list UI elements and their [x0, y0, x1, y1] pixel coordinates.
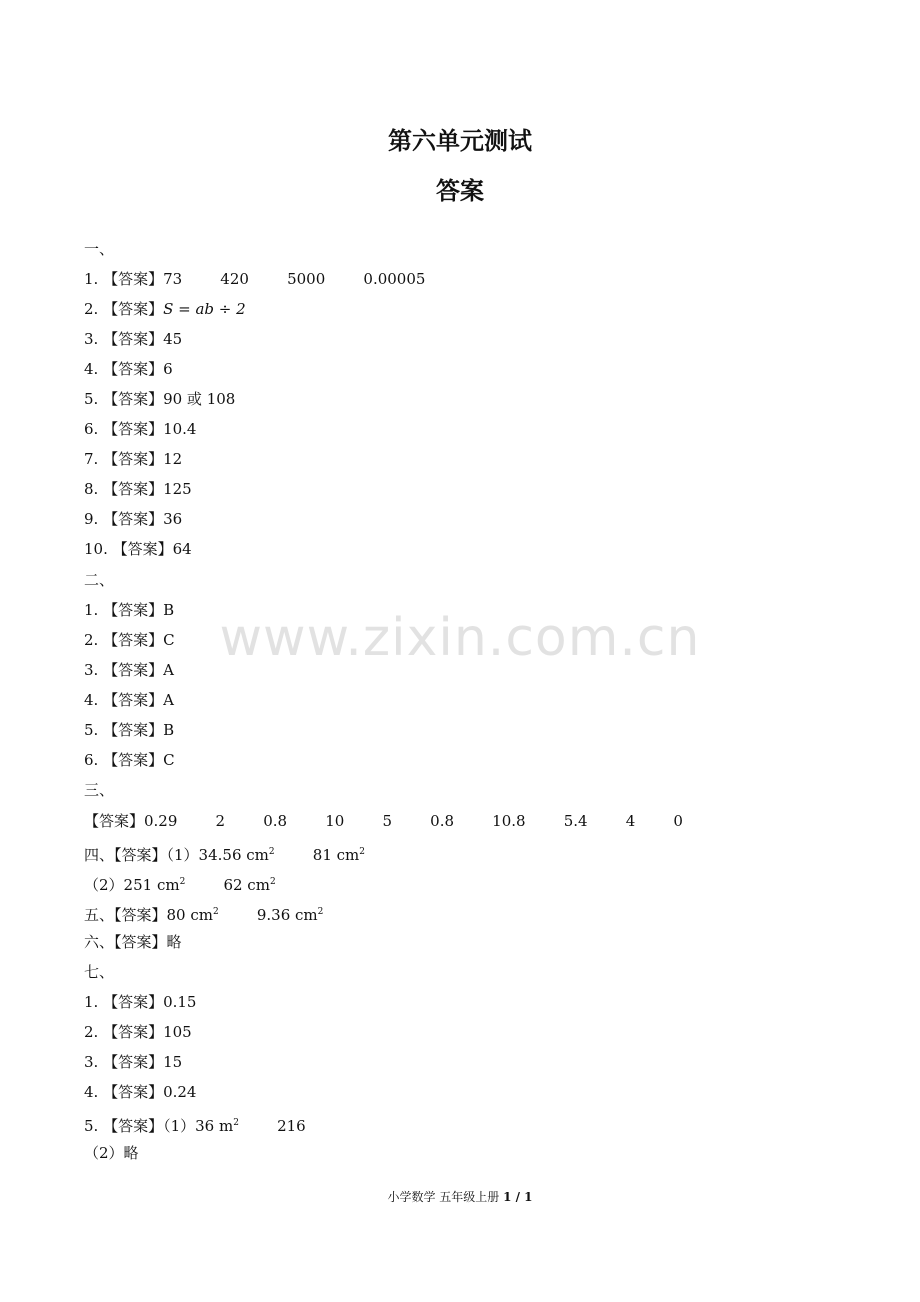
- answer-line: 5. 【答案】B: [84, 721, 175, 739]
- section-heading-2: 二、: [84, 571, 115, 589]
- answer-line: 4. 【答案】6: [84, 360, 173, 378]
- answer-line: 1. 【答案】73 420 5000 0.00005: [84, 270, 426, 288]
- answer-line: 2. 【答案】C: [84, 631, 175, 649]
- page-subtitle: 答案: [436, 177, 484, 205]
- answer-prefix: 2. 【答案】: [84, 300, 164, 318]
- answer-line: （2）251 $cm^2$ 62 $cm^2$: [84, 876, 276, 894]
- answer-line: （2）略: [84, 1144, 139, 1162]
- answer-line: 3. 【答案】15: [84, 1053, 183, 1071]
- answer-line: 6. 【答案】10.4: [84, 420, 197, 438]
- answer-line: 1. 【答案】B: [84, 601, 175, 619]
- page-title: 第六单元测试: [388, 127, 532, 155]
- answer-line: 7. 【答案】12: [84, 450, 183, 468]
- answer-line: 四、【答案】（1）34.56 $cm^2$ 81 $cm^2$: [84, 846, 365, 864]
- footer-text: 小学数学 五年级上册: [387, 1190, 504, 1204]
- answer-line: 4. 【答案】A: [84, 691, 174, 709]
- page-footer: [0, 1188, 920, 1205]
- answer-line: 3. 【答案】A: [84, 661, 174, 679]
- answer-line: 8. 【答案】125: [84, 480, 192, 498]
- answer-line: 9. 【答案】36: [84, 510, 183, 528]
- answer-line: 【答案】0.29 2 0.8 10 5 0.8 10.8 5.4 4 0: [84, 812, 683, 830]
- answer-line: 6. 【答案】C: [84, 751, 175, 769]
- answer-line: 4. 【答案】0.24: [84, 1083, 197, 1101]
- answer-line: 2. 【答案】105: [84, 1023, 192, 1041]
- section-heading-7: 七、: [84, 963, 115, 981]
- answer-line: 5. 【答案】（1）36 $m^2$ 216: [84, 1117, 306, 1135]
- section-heading-1: 一、: [84, 240, 115, 258]
- answer-line: [84, 300, 246, 318]
- answer-line: 五、【答案】80 $cm^2$ 9.36 $cm^2$: [84, 906, 324, 924]
- formula: S = ab ÷ 2: [163, 300, 246, 318]
- answer-line: 10. 【答案】64: [84, 540, 192, 558]
- answer-line: 1. 【答案】0.15: [84, 993, 197, 1011]
- answer-line: 3. 【答案】45: [84, 330, 183, 348]
- answer-line: 5. 【答案】90 或 108: [84, 390, 236, 408]
- answer-line: 六、【答案】略: [84, 933, 182, 951]
- page-number: 1 / 1: [503, 1190, 533, 1204]
- section-heading-3: 三、: [84, 781, 115, 799]
- watermark: www.zixin.com.cn: [219, 608, 701, 668]
